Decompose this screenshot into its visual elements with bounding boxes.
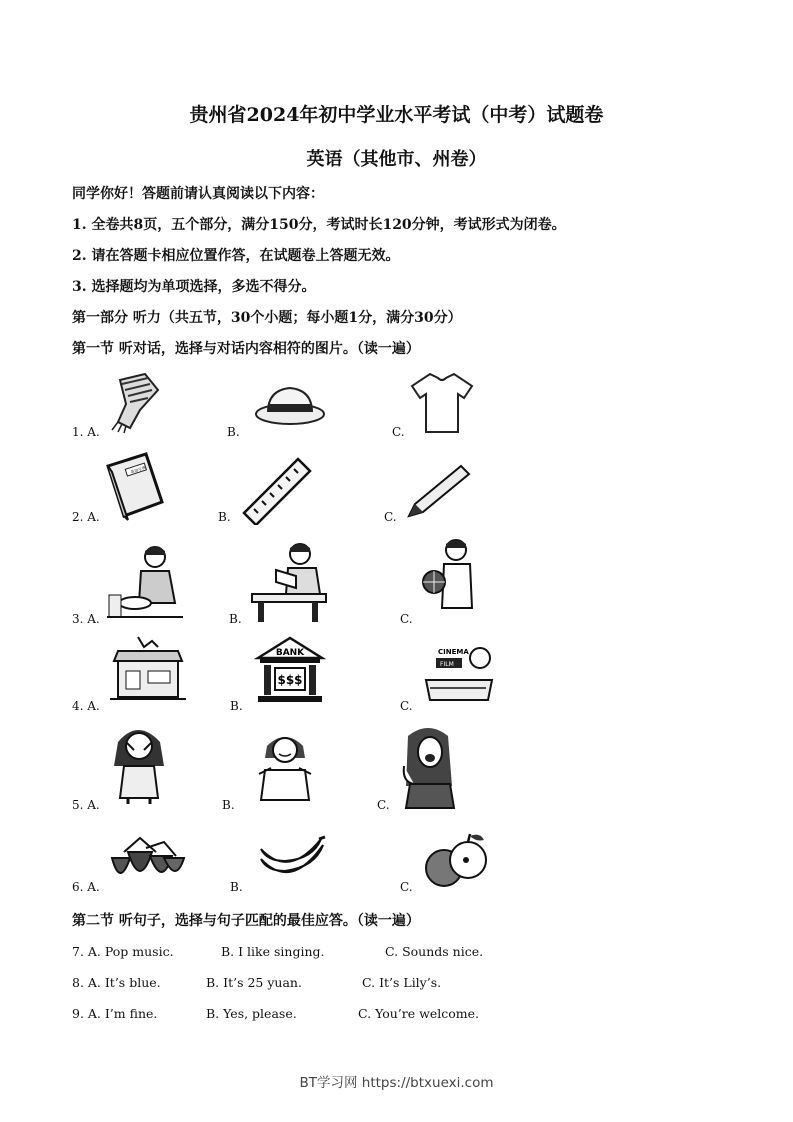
bank-icon xyxy=(254,636,326,706)
page-subtitle: 英语（其他市、州卷） xyxy=(306,149,487,170)
q7-option-b: B. I like singing. xyxy=(221,944,325,959)
q2-option-c-label: C. xyxy=(384,510,397,524)
film-label: FILM xyxy=(440,661,454,668)
section2-title: 第二节 听句子，选择与句子匹配的最佳应答。（读一遍） xyxy=(72,913,420,929)
boy-basketball-icon xyxy=(420,538,480,610)
q4-option-c-label: C. xyxy=(400,699,413,713)
q8-option-b: B. It’s 25 yuan. xyxy=(206,975,302,990)
q1-option-c-label: C. xyxy=(392,425,405,439)
shop-icon xyxy=(108,633,188,703)
q9-option-a: 9. A. I’m fine. xyxy=(72,1006,158,1021)
q3-option-c-label: C. xyxy=(400,612,413,626)
book-icon xyxy=(100,450,170,522)
boy-cooking-icon xyxy=(105,543,185,623)
q9-option-b: B. Yes, please. xyxy=(206,1006,297,1021)
q4-label: 4. A. xyxy=(72,699,100,713)
section1-title: 第一节 听对话，选择与对话内容相符的图片。（读一遍） xyxy=(72,341,420,357)
tshirt-icon xyxy=(410,370,474,436)
instruction-item-2: 2. 请在答题卡相应位置作答，在试题卷上答题无效。 xyxy=(72,248,400,264)
q7-option-c: C. Sounds nice. xyxy=(385,944,484,959)
q6-option-c-label: C. xyxy=(400,880,413,894)
pencil-icon xyxy=(405,460,475,520)
q3-label: 3. A. xyxy=(72,612,100,626)
hat-icon xyxy=(250,380,330,430)
book-cover-text: 英语字典 xyxy=(129,465,147,475)
q2-option-b-label: B. xyxy=(218,510,231,524)
q7-option-a: 7. A. Pop music. xyxy=(72,944,174,959)
ruler-icon xyxy=(240,455,314,525)
q4-option-b-label: B. xyxy=(230,699,243,713)
q5-option-b-label: B. xyxy=(222,798,235,812)
strawberries-icon xyxy=(106,828,186,890)
cinema-icon xyxy=(422,640,496,706)
instructions-greeting: 同学你好！答题前请认真阅读以下内容： xyxy=(72,186,324,202)
part1-title: 第一部分 听力（共五节，30个小题；每小题1分，满分30分） xyxy=(72,310,462,326)
q6-option-b-label: B. xyxy=(230,880,243,894)
apples-icon xyxy=(420,830,494,892)
q9-option-c: C. You’re welcome. xyxy=(358,1006,479,1021)
bananas-icon xyxy=(255,835,329,891)
q8-option-a: 8. A. It’s blue. xyxy=(72,975,161,990)
q1-option-b-label: B. xyxy=(227,425,240,439)
q2-label: 2. A. xyxy=(72,510,100,524)
q8-option-c: C. It’s Lily’s. xyxy=(362,975,442,990)
scarf-icon xyxy=(100,370,170,434)
q3-option-b-label: B. xyxy=(229,612,242,626)
footer-watermark: BT学习网 https://btxuexi.com xyxy=(299,1075,494,1091)
boy-reading-icon xyxy=(250,540,330,624)
bank-sign-text: $$$ xyxy=(277,673,303,687)
girl-smiling-icon xyxy=(255,728,315,804)
q5-option-c-label: C. xyxy=(377,798,390,812)
instruction-item-1: 1. 全卷共8页，五个部分，满分150分，考试时长120分钟，考试形式为闭卷。 xyxy=(72,217,566,233)
instruction-item-3: 3. 选择题均为单项选择，多选不得分。 xyxy=(72,279,316,295)
page-title: 贵州省2024年初中学业水平考试（中考）试题卷 xyxy=(189,104,604,126)
q6-label: 6. A. xyxy=(72,880,100,894)
q5-label: 5. A. xyxy=(72,798,100,812)
cinema-label: CINEMA xyxy=(438,648,469,656)
q1-label: 1. A. xyxy=(72,425,100,439)
girl-worried-icon xyxy=(108,722,170,806)
girl-laughing-icon xyxy=(398,726,458,810)
bank-label: BANK xyxy=(275,648,305,658)
